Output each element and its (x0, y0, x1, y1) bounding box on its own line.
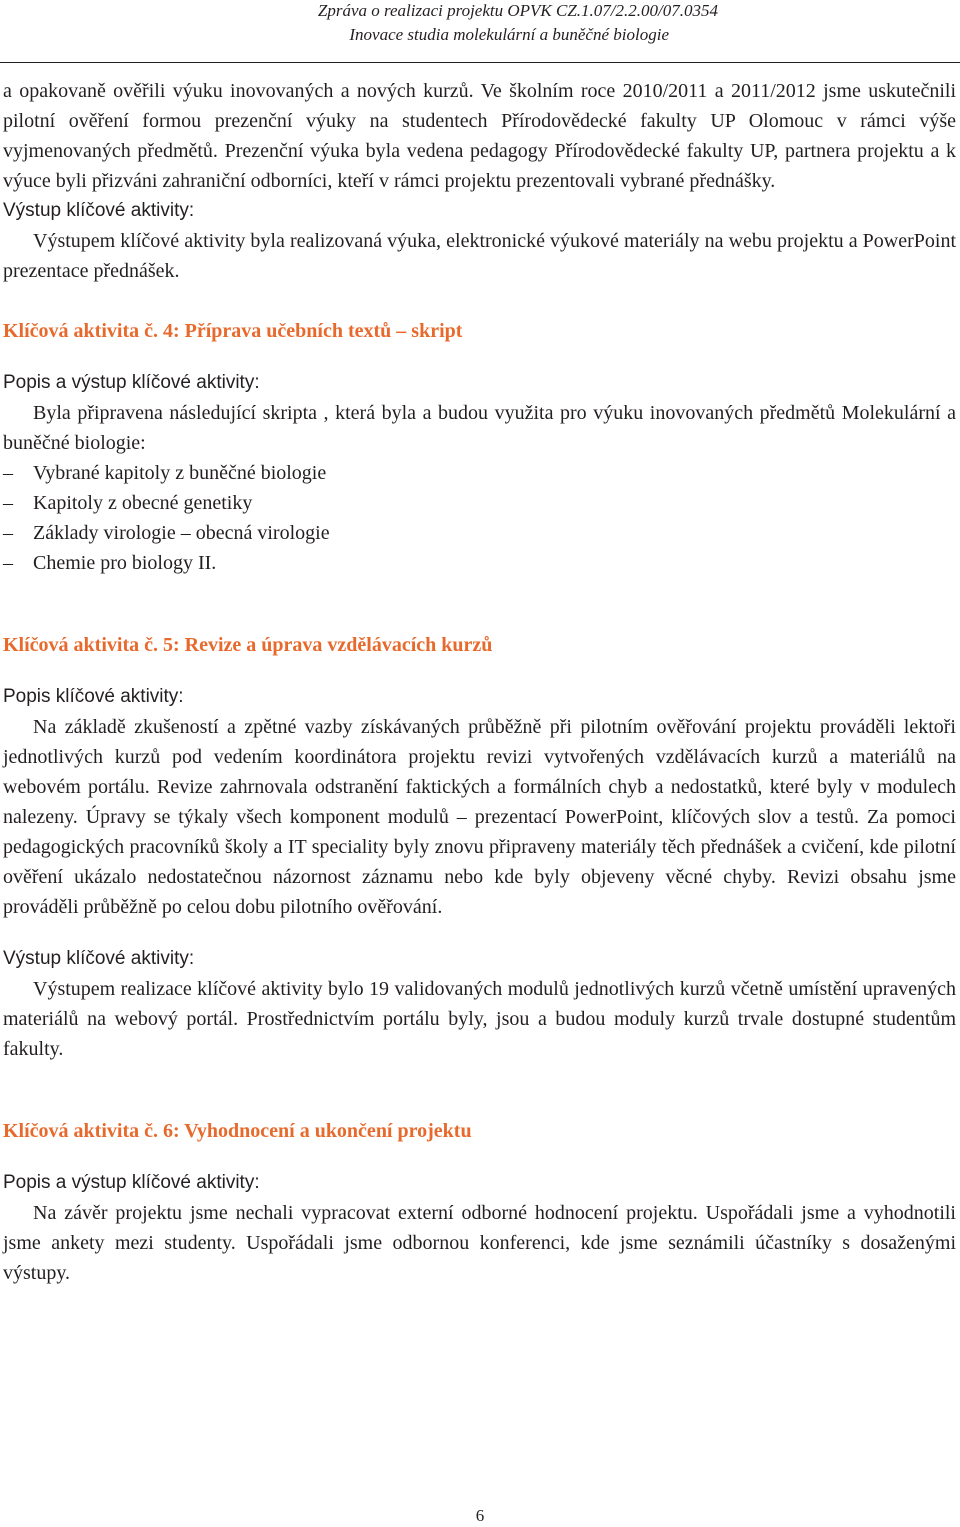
activity6-label: Popis a výstup klíčové aktivity: (3, 1172, 260, 1193)
header-project-subtitle: Inovace studia molekulární a buněčné biologie (349, 25, 669, 44)
dash-marker: – (3, 522, 13, 544)
scripts-list (3, 458, 956, 578)
spacer (3, 922, 956, 944)
activity5-heading: Klíčová aktivita č. 5: Revize a úprava vzdělávacích kurzů (3, 634, 493, 656)
page-number: 6 (475, 1506, 485, 1525)
list-item-text: Kapitoly z obecné genetiky (33, 492, 253, 514)
dash-marker: – (3, 462, 13, 484)
list-item-text: Chemie pro biology II. (33, 552, 217, 574)
spacer (3, 1064, 956, 1094)
spacer (3, 1094, 956, 1116)
list-item (3, 518, 956, 548)
activity5-label: Popis klíčové aktivity: (3, 686, 184, 707)
intro-output-label: Výstup klíčové aktivity: (3, 200, 195, 221)
activity6-text: Na závěr projektu jsme nechali vypracovat externí odborné hodnocení projektu. Uspořádali jsme a vyhodnotili jsme ankety mezi studenty. Uspořádali jsme odbornou konferenci, kde jsme seznámili účastníky s dosaženými výstupy. (3, 1202, 956, 1284)
intro-paragraph: a opakovaně ověřili výuku inovovaných a nových kurzů. Ve školním roce 2010/2011 a 2011/2012 jsme uskutečnili pilotní ověření formou prezenční výuky na studentech Přírodovědecké fakulty UP Olomouc v rámci výše vyjmenovaných předmětů. Prezenční výuka byla vedena pedagogy Přírodovědecké fakulty UP, partnera projektu a k výuce byli přizváni zahraniční odborníci, kteří v rámci projektu prezentovali vybrané přednášky. (3, 80, 956, 192)
spacer (3, 1146, 956, 1168)
activity5-output-text: Výstupem realizace klíčové aktivity bylo 19 validovaných modulů jednotlivých kurzů včetně umístění upravených materiálů na webový portál. Prostřednictvím portálu byly, jsou a budou moduly kurzů trvale dostupné studentům fakulty. (3, 978, 956, 1060)
activity4-label: Popis a výstup klíčové aktivity: (3, 372, 260, 393)
dash-marker: – (3, 552, 13, 574)
spacer (3, 608, 956, 630)
activity6-heading: Klíčová aktivita č. 6: Vyhodnocení a ukončení projektu (3, 1120, 472, 1142)
list-item (3, 458, 956, 488)
list-item-text: Základy virologie – obecná virologie (33, 522, 330, 544)
activity4-heading: Klíčová aktivita č. 4: Příprava učebních textů – skript (3, 320, 463, 342)
header-project-title: Zpráva o realizaci projektu OPVK CZ.1.07/2.2.00/07.0354 (317, 1, 718, 20)
dash-marker: – (3, 492, 13, 514)
intro-output-text: Výstupem klíčové aktivity byla realizovaná výuka, elektronické výukové materiály na webu projektu a PowerPoint prezentace přednášek. (3, 230, 956, 282)
spacer (3, 286, 956, 316)
list-item (3, 548, 956, 578)
spacer (3, 660, 956, 682)
list-item (3, 488, 956, 518)
spacer (3, 346, 956, 368)
activity4-text: Byla připravena následující skripta , která byla a budou využita pro výuku inovovaných předmětů Molekulární a buněčné biologie: (3, 402, 956, 454)
document-body (3, 76, 956, 1288)
page-header (0, 0, 960, 66)
activity5-output-label: Výstup klíčové aktivity: (3, 948, 195, 969)
list-item-text: Vybrané kapitoly z buněčné biologie (33, 462, 327, 484)
activity5-text: Na základě zkušeností a zpětné vazby získávaných průběžně při pilotním ověřování projektu prováděli lektoři jednotlivých kurzů pod vedením koordinátora projektu revizi vytvořených vzdělávacích kurzů a materiálů na webovém portálu. Revize zahrnovala odstranění faktických a formálních chyb a nedostatků, které byly v modulech nalezeny. Úpravy se týkaly všech komponent modulů – prezentací PowerPoint, klíčových slov a testů. Za pomoci pedagogických pracovníků školy a IT speciality byly znovu připraveny materiály těch přednášek a cvičení, kde pilotní ověření ukázalo nedostatečnou názornost záznamu nebo kde byly objeveny věcné chyby. Revizi obsahu jsme prováděli průběžně po celou dobu pilotního ověřování. (3, 716, 956, 918)
spacer (3, 578, 956, 608)
header-divider (0, 62, 960, 63)
